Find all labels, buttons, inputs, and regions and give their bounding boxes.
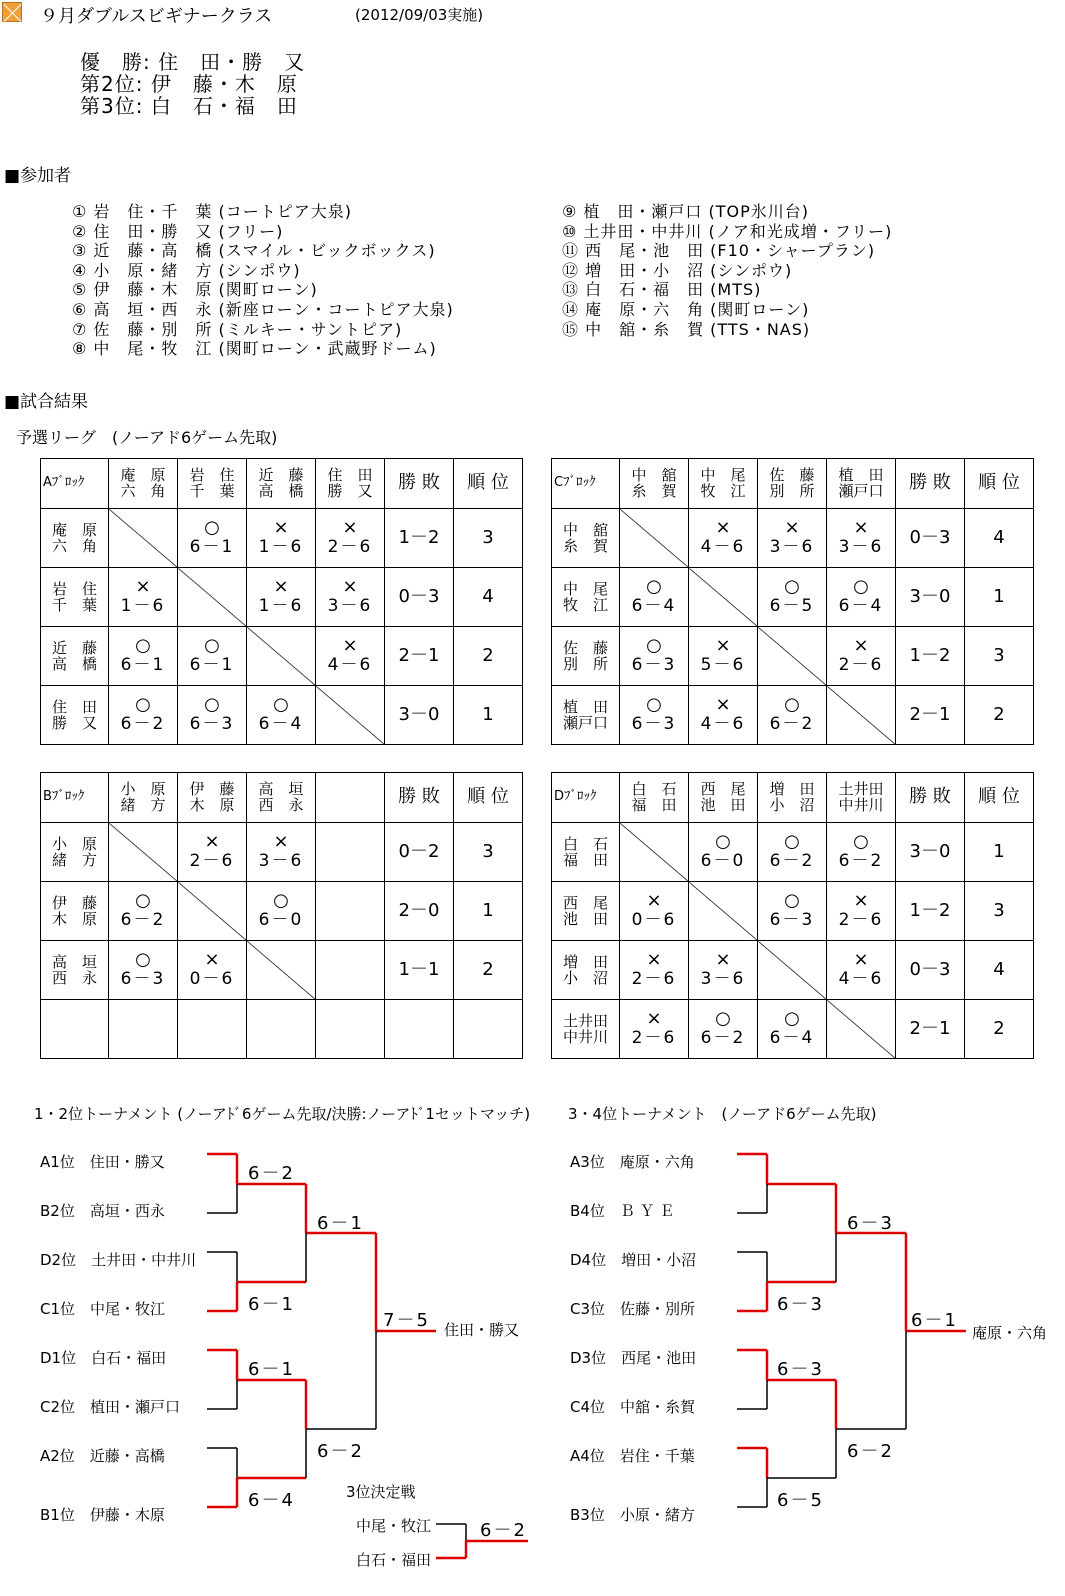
participant-item: ⑧ 中 尾・牧 江 (関町ローン・武蔵野ドーム) [72, 339, 437, 359]
winloss-cell: 0－3 [385, 568, 454, 627]
team-row-name: 近 藤 高 橋 [41, 627, 109, 686]
bracket-entry: A4位 岩住・千葉 [570, 1447, 695, 1465]
team-header: 西 尾 池 田 [689, 773, 758, 823]
winner-line: 第2位: 伊 藤・木 原 [80, 72, 298, 96]
bracket-entry: B2位 高垣・西永 [40, 1202, 165, 1220]
match-score: 3－6 [327, 596, 373, 617]
rank-cell: 4 [454, 568, 523, 627]
team-row-name: 西 尾 池 田 [552, 882, 620, 941]
bracket-entry: D2位 土井田・中井川 [40, 1251, 197, 1269]
rank-header: 順 位 [454, 773, 523, 823]
match-mark: ○ [204, 635, 220, 657]
team-row-name: 住 田 勝 又 [41, 686, 109, 745]
winloss-header: 勝 敗 [385, 773, 454, 823]
rank-cell: 1 [454, 882, 523, 941]
match-mark: × [715, 517, 731, 539]
match-mark: ○ [204, 517, 220, 539]
match-mark: ○ [853, 831, 869, 853]
match-score: 6－2 [120, 714, 166, 735]
team-row-name: 土井田 中井川 [552, 1000, 620, 1059]
bracket-score: 6－1 [317, 1213, 364, 1234]
team-row-name: 中 舘 糸 賀 [552, 509, 620, 568]
match-mark: ○ [204, 694, 220, 716]
match-mark: × [204, 831, 220, 853]
match-mark: ○ [784, 576, 800, 598]
match-mark: ○ [646, 694, 662, 716]
winloss-cell: 3－0 [896, 568, 965, 627]
match-mark: × [342, 517, 358, 539]
bracket-entry: A2位 近藤・高橋 [40, 1447, 165, 1465]
match-mark: ○ [135, 694, 151, 716]
team-row-name: 小 原 緒 方 [41, 823, 109, 882]
match-mark: × [853, 949, 869, 971]
participant-item: ① 岩 住・千 葉 (コートピア大泉) [72, 202, 353, 221]
winloss-cell: 2－1 [896, 1000, 965, 1059]
participant-item: ⑭ 庵 原・六 角 (関町ローン) [562, 300, 810, 319]
team-row-name: 佐 藤 別 所 [552, 627, 620, 686]
rank-cell: 2 [454, 941, 523, 1000]
match-score: 6－4 [631, 596, 677, 617]
match-mark: ○ [135, 635, 151, 657]
block-name: Bﾌﾞﾛｯｸ [41, 773, 109, 823]
team-row-name: 白 石 福 田 [552, 823, 620, 882]
match-mark: × [646, 949, 662, 971]
team-row-name: 岩 住 千 葉 [41, 568, 109, 627]
team-header: 白 石 福 田 [620, 773, 689, 823]
winloss-header: 勝 敗 [385, 459, 454, 509]
bracket-entry: C4位 中舘・糸賀 [570, 1398, 696, 1416]
bracket-score: 7－5 [383, 1310, 430, 1331]
bracket-score: 6－4 [248, 1490, 295, 1511]
participant-item: ⑤ 伊 藤・木 原 (関町ローン) [72, 280, 318, 300]
tournament-right-title: 3・4位トーナメント (ノーアド6ゲーム先取) [568, 1105, 877, 1123]
match-mark: × [273, 831, 289, 853]
bracket-entry: B1位 伊藤・木原 [40, 1506, 165, 1524]
participant-item: ⑪ 西 尾・池 田 (F10・シャープラン) [562, 241, 876, 261]
match-score: 6－2 [838, 851, 884, 872]
rank-cell: 3 [965, 882, 1034, 941]
match-mark: × [715, 949, 731, 971]
bracket-score: 6－1 [248, 1294, 295, 1315]
rank-header: 順 位 [965, 773, 1034, 823]
match-score: 6－3 [769, 910, 815, 931]
match-score: 6－3 [189, 714, 235, 735]
winloss-cell: 2－1 [896, 686, 965, 745]
match-score: 6－1 [120, 655, 166, 676]
bracket-entry: A3位 庵原・六角 [570, 1153, 695, 1171]
match-score: 2－6 [631, 1028, 677, 1049]
match-mark: × [784, 517, 800, 539]
match-mark: × [853, 517, 869, 539]
winloss-cell: 1－1 [385, 941, 454, 1000]
match-mark: × [342, 635, 358, 657]
match-mark: × [646, 890, 662, 912]
rank-cell: 1 [454, 686, 523, 745]
team-header: 植 田 瀬戸口 [827, 459, 896, 509]
bracket-score: 6－2 [248, 1163, 295, 1184]
rank-cell: 4 [965, 509, 1034, 568]
bracket-winner: 庵原・六角 [972, 1324, 1048, 1342]
bracket-entry: A1位 住田・勝又 [40, 1153, 165, 1171]
match-mark: ○ [273, 694, 289, 716]
rank-header: 順 位 [965, 459, 1034, 509]
team-header: 庵 原 六 角 [109, 459, 178, 509]
match-mark: ○ [135, 890, 151, 912]
bracket-entry: D3位 西尾・池田 [570, 1349, 697, 1367]
team-row-name: 植 田 瀬戸口 [552, 686, 620, 745]
team-header: 小 原 緒 方 [109, 773, 178, 823]
team-row-name: 伊 藤 木 原 [41, 882, 109, 941]
match-score: 6－4 [838, 596, 884, 617]
bracket-entry: D4位 増田・小沼 [570, 1251, 697, 1269]
team-row-name: 中 尾 牧 江 [552, 568, 620, 627]
winloss-cell: 3－0 [385, 686, 454, 745]
bracket-score: 6－3 [777, 1359, 824, 1380]
match-score: 6－5 [769, 596, 815, 617]
match-score: 6－3 [631, 714, 677, 735]
bracket-score: 6－2 [480, 1520, 527, 1541]
bracket-winner: 住田・勝又 [444, 1321, 520, 1339]
participant-item: ⑬ 白 石・福 田 (MTS) [562, 280, 762, 300]
participant-item: ⑨ 植 田・瀬戸口 (TOP氷川台) [562, 202, 810, 221]
team-row-name: 庵 原 六 角 [41, 509, 109, 568]
match-score: 5－6 [700, 655, 746, 676]
bracket-entry: B4位 Ｂ Ｙ Ｅ [570, 1202, 675, 1220]
match-score: 4－6 [327, 655, 373, 676]
team-row-name: 高 垣 西 永 [41, 941, 109, 1000]
participant-item: ⑥ 高 垣・西 永 (新座ローン・コートピア大泉) [72, 300, 454, 319]
rank-cell: 1 [965, 568, 1034, 627]
participant-item: ② 住 田・勝 又 (フリー) [72, 221, 284, 241]
match-mark: ○ [135, 949, 151, 971]
team-header: 土井田 中井川 [827, 773, 896, 823]
rank-cell: 2 [965, 686, 1034, 745]
winloss-cell: 2－0 [385, 882, 454, 941]
bracket-score: 6－1 [911, 1310, 958, 1331]
bracket-entry: C2位 植田・瀬戸口 [40, 1398, 181, 1416]
participants-heading: ■参加者 [4, 166, 72, 186]
match-score: 6－4 [769, 1028, 815, 1049]
match-score: 6－0 [700, 851, 746, 872]
winner-line: 第3位: 白 石・福 田 [80, 94, 298, 118]
bracket-entry: 中尾・牧江 [356, 1517, 432, 1535]
rank-cell: 1 [965, 823, 1034, 882]
match-score: 2－6 [838, 655, 884, 676]
match-mark: × [273, 576, 289, 598]
match-score: 4－6 [700, 714, 746, 735]
match-score: 1－6 [258, 596, 304, 617]
bracket-score: 6－3 [847, 1213, 894, 1234]
rank-cell: 3 [965, 627, 1034, 686]
match-mark: × [853, 890, 869, 912]
team-header: 中 舘 糸 賀 [620, 459, 689, 509]
participant-item: ⑩ 土井田・中井川 (ノア和光成増・フリー) [562, 221, 893, 241]
bracket-entry: B3位 小原・緒方 [570, 1506, 695, 1524]
match-score: 6－1 [189, 537, 235, 558]
match-score: 6－2 [120, 910, 166, 931]
winloss-cell: 0－3 [896, 509, 965, 568]
match-mark: ○ [784, 694, 800, 716]
block-name: Cﾌﾞﾛｯｸ [552, 459, 620, 509]
event-date: (2012/09/03実施) [355, 6, 484, 24]
winloss-cell: 1－2 [385, 509, 454, 568]
match-score: 6－2 [769, 851, 815, 872]
match-mark: × [715, 635, 731, 657]
block-name: Dﾌﾞﾛｯｸ [552, 773, 620, 823]
match-mark: ○ [273, 890, 289, 912]
team-header: 近 藤 高 橋 [247, 459, 316, 509]
team-header: 佐 藤 別 所 [758, 459, 827, 509]
page-title: ９月ダブルスビギナークラス [40, 6, 273, 27]
match-mark: ○ [784, 831, 800, 853]
match-mark: ○ [715, 1008, 731, 1030]
match-score: 3－6 [769, 537, 815, 558]
match-score: 3－6 [700, 969, 746, 990]
tournament-left-title: 1・2位トーナメント (ノーアﾄﾞ6ゲーム先取/決勝:ノーアﾄﾞ1セットマッチ) [34, 1105, 531, 1123]
block-name: Aﾌﾞﾛｯｸ [41, 459, 109, 509]
match-mark: ○ [784, 890, 800, 912]
bracket-entry: C1位 中尾・牧江 [40, 1300, 166, 1318]
winloss-cell: 2－1 [385, 627, 454, 686]
participant-item: ⑫ 増 田・小 沼 (シンポウ) [562, 260, 793, 280]
league-title: 予選リーグ (ノーアド6ゲーム先取) [16, 428, 278, 447]
participant-item: ④ 小 原・緒 方 (シンポウ) [72, 260, 301, 280]
match-score: 2－6 [631, 969, 677, 990]
match-score: 6－2 [769, 714, 815, 735]
rank-cell: 4 [965, 941, 1034, 1000]
results-heading: ■試合結果 [4, 392, 89, 412]
winloss-header: 勝 敗 [896, 773, 965, 823]
bracket-entry: C3位 佐藤・別所 [570, 1300, 696, 1318]
match-score: 2－6 [189, 851, 235, 872]
match-score: 3－6 [258, 851, 304, 872]
rank-cell: 2 [454, 627, 523, 686]
match-mark: ○ [784, 1008, 800, 1030]
rank-header: 順 位 [454, 459, 523, 509]
match-score: 6－4 [258, 714, 304, 735]
match-mark: × [715, 694, 731, 716]
match-mark: × [273, 517, 289, 539]
team-header: 中 尾 牧 江 [689, 459, 758, 509]
match-mark: × [646, 1008, 662, 1030]
match-score: 2－6 [327, 537, 373, 558]
participant-item: ⑮ 中 舘・糸 賀 (TTS・NAS) [562, 319, 811, 339]
participant-item: ③ 近 藤・高 橋 (スマイル・ビックボックス) [72, 241, 436, 261]
match-mark: ○ [646, 635, 662, 657]
rank-cell: 3 [454, 509, 523, 568]
rank-cell: 3 [454, 823, 523, 882]
match-score: 1－6 [120, 596, 166, 617]
match-score: 6－0 [258, 910, 304, 931]
match-score: 2－6 [838, 910, 884, 931]
team-row-name: 増 田 小 沼 [552, 941, 620, 1000]
match-score: 6－3 [120, 969, 166, 990]
winloss-cell: 3－0 [896, 823, 965, 882]
match-mark: ○ [715, 831, 731, 853]
match-score: 1－6 [258, 537, 304, 558]
participant-item: ⑦ 佐 藤・別 所 (ミルキー・サントピア) [72, 319, 403, 339]
match-mark: × [342, 576, 358, 598]
bracket-score: 6－5 [777, 1490, 824, 1511]
match-mark: ○ [853, 576, 869, 598]
match-mark: × [204, 949, 220, 971]
match-score: 0－6 [631, 910, 677, 931]
match-score: 6－3 [631, 655, 677, 676]
match-score: 6－2 [700, 1028, 746, 1049]
match-mark: ○ [646, 576, 662, 598]
winloss-header: 勝 敗 [896, 459, 965, 509]
match-score: 0－6 [189, 969, 235, 990]
rank-cell: 2 [965, 1000, 1034, 1059]
bracket-score: 6－2 [847, 1441, 894, 1462]
bracket-score: 6－3 [777, 1294, 824, 1315]
bracket-entry: 白石・福田 [356, 1551, 432, 1569]
winloss-cell: 1－2 [896, 882, 965, 941]
team-header: 岩 住 千 葉 [178, 459, 247, 509]
bracket-entry: D1位 白石・福田 [40, 1349, 167, 1367]
bracket-score: 6－2 [317, 1441, 364, 1462]
team-header: 伊 藤 木 原 [178, 773, 247, 823]
winloss-cell: 0－3 [896, 941, 965, 1000]
team-header: 増 田 小 沼 [758, 773, 827, 823]
match-score: 3－6 [838, 537, 884, 558]
third-place-title: 3位決定戦 [346, 1483, 416, 1501]
bracket-score: 6－1 [248, 1359, 295, 1380]
team-header: 住 田 勝 又 [316, 459, 385, 509]
match-mark: × [135, 576, 151, 598]
winner-line: 優 勝: 住 田・勝 又 [80, 50, 306, 74]
match-score: 6－1 [189, 655, 235, 676]
match-score: 4－6 [700, 537, 746, 558]
winloss-cell: 1－2 [896, 627, 965, 686]
match-mark: × [853, 635, 869, 657]
winloss-cell: 0－2 [385, 823, 454, 882]
team-header: 高 垣 西 永 [247, 773, 316, 823]
match-score: 4－6 [838, 969, 884, 990]
